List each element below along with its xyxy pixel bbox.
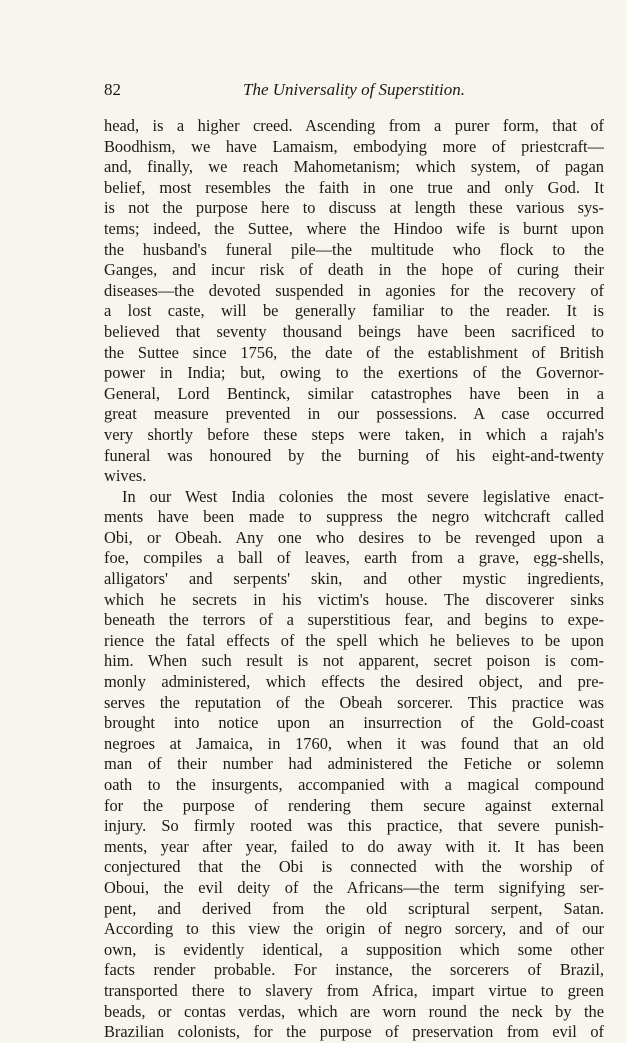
text-line: tems; indeed, the Suttee, where the Hindoo wife is burnt upon xyxy=(104,218,604,238)
text-line: beneath the terrors of a superstitious fear, and begins to expe- xyxy=(104,610,604,630)
text-line: belief, most resembles the faith in one true and only God. It xyxy=(104,177,604,197)
text-line: ments have been made to suppress the negro witchcraft called xyxy=(104,507,604,527)
page-header xyxy=(104,78,604,102)
text-line: foe, compiles a ball of leaves, earth from a grave, egg-shells, xyxy=(104,548,604,568)
text-line: According to this view the origin of negro sorcery, and of our xyxy=(104,919,604,939)
text-line: Ganges, and incur risk of death in the hope of curing their xyxy=(104,260,604,280)
book-page xyxy=(104,78,604,1043)
text-line: rience the fatal effects of the spell which he believes to be upon xyxy=(104,630,604,650)
text-line: man of their number had administered the Fetiche or solemn xyxy=(104,754,604,774)
text-line: believed that seventy thousand beings have been sacrificed to xyxy=(104,321,604,341)
text-line: great measure prevented in our possessions. A case occurred xyxy=(104,404,604,424)
text-line: General, Lord Bentinck, similar catastrophes have been in a xyxy=(104,383,604,403)
text-line: Oboui, the evil deity of the Africans—the term signifying ser- xyxy=(104,877,604,897)
text-line: facts render probable. For instance, the sorcerers of Brazil, xyxy=(104,960,604,980)
text-line: a lost caste, will be generally familiar to the reader. It is xyxy=(104,301,604,321)
text-line: very shortly before these steps were taken, in which a rajah's xyxy=(104,424,604,444)
text-line: transported there to slavery from Africa, impart virtue to green xyxy=(104,980,604,1000)
paragraph-start-line: In our West India colonies the most severe legislative enact- xyxy=(122,486,604,506)
text-line: him. When such result is not apparent, secret poison is com- xyxy=(104,651,604,671)
text-line: diseases—the devoted suspended in agonies for the recovery of xyxy=(104,280,604,300)
text-line: conjectured that the Obi is connected with the worship of xyxy=(104,857,604,877)
text-line: Obi, or Obeah. Any one who desires to be revenged upon a xyxy=(104,527,604,547)
text-line: is not the purpose here to discuss at length these various sys- xyxy=(104,198,604,218)
text-line: for the purpose of rendering them secure against external xyxy=(104,795,604,815)
text-line: pent, and derived from the old scriptural serpent, Satan. xyxy=(104,898,604,918)
paragraph-end-line: wives. xyxy=(104,466,147,486)
text-line: Brazilian colonists, for the purpose of preservation from evil of xyxy=(104,1022,604,1042)
text-line: serves the reputation of the Obeah sorcerer. This practice was xyxy=(104,692,604,712)
text-line: funeral was honoured by the burning of his eight-and-twenty xyxy=(104,445,604,465)
text-line: negroes at Jamaica, in 1760, when it was found that an old xyxy=(104,733,604,753)
text-line: which he secrets in his victim's house. The discoverer sinks xyxy=(104,589,604,609)
running-title: The Universality of Superstition. xyxy=(243,80,465,99)
text-line: brought into notice upon an insurrection of the Gold-coast xyxy=(104,713,604,733)
text-line: head, is a higher creed. Ascending from a purer form, that of xyxy=(104,116,604,135)
text-line: monly administered, which effects the desired object, and pre- xyxy=(104,672,604,692)
text-line: and, finally, we reach Mahometanism; which system, of pagan xyxy=(104,157,604,177)
text-line: oath to the insurgents, accompanied with a magical compound xyxy=(104,775,604,794)
text-line: the husband's funeral pile—the multitude who flock to the xyxy=(104,239,604,259)
body-text xyxy=(104,116,604,1043)
page-number: 82 xyxy=(104,80,121,99)
text-line: Boodhism, we have Lamaism, embodying more of priestcraft— xyxy=(104,136,604,156)
text-line: power in India; but, owing to the exertions of the Governor- xyxy=(104,363,604,383)
text-line: injury. So firmly rooted was this practice, that severe punish- xyxy=(104,816,604,836)
text-line: beads, or contas verdas, which are worn round the neck by the xyxy=(104,1001,604,1021)
text-line: alligators' and serpents' skin, and other mystic ingredients, xyxy=(104,569,604,589)
text-line: own, is evidently identical, a supposition which some other xyxy=(104,939,604,959)
text-line: ments, year after year, failed to do away with it. It has been xyxy=(104,836,604,856)
text-line: the Suttee since 1756, the date of the establishment of British xyxy=(104,342,604,362)
